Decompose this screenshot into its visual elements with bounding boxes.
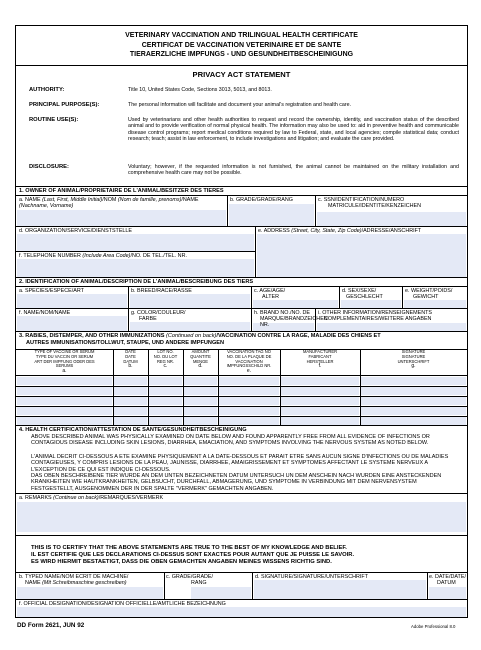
health-cert-english: ABOVE DESCRIBED ANIMAL WAS PHYSICALLY EXAMINED ON DATE BELOW AND FOUND APPARENTLY FREE FROM ALL EVIDENCE OF INFECTIONS OR CONTAGIOUS DISEASE INCLUDING SKIN LESIONS, DIARRHEA, EMACIATION, AND SYMPTOMS INVOLVING THE NERVOUS SYSTEM AS NOTED BELOW.	[31, 434, 430, 447]
immunization-cell[interactable]	[219, 417, 279, 425]
signer-grade-label: c. GRADE/GRADE/ RANG	[166, 574, 214, 587]
immunization-cell[interactable]	[114, 407, 147, 415]
col-header-line: SIGNATURE	[401, 353, 426, 359]
col-header-line: SERUMS	[55, 363, 74, 369]
immunization-cell[interactable]	[114, 377, 147, 385]
organization-label: d. ORGANIZATION/SERVICE/DIENSTSTELLE	[19, 228, 133, 234]
immunization-cell[interactable]	[184, 407, 217, 415]
immunization-col-header	[148, 350, 183, 369]
col-header-line: NO. DE LA PLAQUE DE	[226, 353, 272, 359]
typed-name-field[interactable]	[17, 587, 163, 599]
immunization-cell[interactable]	[361, 397, 466, 405]
immunization-cell[interactable]	[219, 407, 279, 415]
immunization-cell[interactable]	[361, 417, 466, 425]
address-label: e. ADDRESS (Street, City, State, Zip Code)/ADRESSE/ANSCHRIFT	[258, 228, 422, 234]
immunization-cell[interactable]	[149, 417, 182, 425]
owner-grade-label: b. GRADE/GRADE/RANG	[230, 197, 293, 203]
immunization-cell[interactable]	[219, 377, 279, 385]
animal-name-field[interactable]	[17, 316, 127, 331]
telephone-label: f. TELEPHONE NUMBER (Include Area Code)/NO. DE TEL./TEL. NR.	[19, 253, 187, 259]
col-header-line: IMPFUNGSSCHILD NR.	[226, 363, 272, 369]
col-header-line: DATE	[125, 349, 136, 354]
immunization-cell[interactable]	[17, 397, 112, 405]
immunization-cell[interactable]	[184, 387, 217, 395]
routine-use-text: Used by veterinarians and other health authorities to request and record the ownership, identity, and vaccination status of the described animal and to provide verification of normal physical health. The information may also be used to: aid in preventive health and communicable disease control programs; report medical conditions required by law to Federal, state, and local agencies; compile statistical data; conduct research; teach; assist in law enforcement, to include investigations and litigation; and evaluate the care provided.	[128, 117, 459, 142]
col-header-line: SIGNATURE	[401, 349, 426, 354]
immunization-col-header	[360, 350, 467, 369]
col-header-line: REG NR.	[156, 358, 175, 364]
col-header-line: VACCINATION	[235, 358, 263, 364]
species-label: a. SPECIES/ESPECE/ART	[19, 288, 84, 294]
immunization-cell[interactable]	[149, 407, 182, 415]
signer-grade-field[interactable]	[191, 587, 251, 599]
remarks-label: a. REMARKS (Continue on back)/REMARQUES/VERMERK	[19, 495, 164, 501]
owner-grade-field[interactable]	[229, 204, 314, 226]
immunization-col-header	[280, 350, 360, 369]
col-header-letter: f.	[318, 363, 322, 370]
typed-name-label: b. TYPED NAME/NOM ECRIT DE MACHINE/ NAME (Mit Schreibmaschine geschreiben)	[19, 574, 129, 587]
form-border	[15, 25, 468, 618]
section2-heading: 2. IDENTIFICATION OF ANIMAL/DESCRIPTION DE L'ANIMAL/BESCREIBUNG DES TIERS	[19, 279, 254, 285]
col-header-line: QUANTITE	[190, 353, 211, 359]
sex-field[interactable]	[341, 300, 401, 308]
col-header-line: DATUM	[123, 358, 138, 364]
remarks-field[interactable]	[17, 502, 466, 532]
disclosure-label: DISCLOSURE:	[29, 164, 69, 170]
col-header-line: ART DER IMPFUNG ODER DES	[34, 358, 95, 364]
col-header-line: MENGE	[192, 358, 208, 364]
immunization-col-header	[16, 350, 113, 374]
col-header-line: AMOUNT	[191, 349, 210, 354]
other-info-label: i. OTHER INFORMATION/RENSEIGNEMENTS COMPLEMENTAIRES/WEITERE ANGABEN	[318, 310, 433, 323]
col-header-line: VACCINATION TAG NO	[227, 349, 271, 354]
immunization-cell[interactable]	[149, 377, 182, 385]
col-header-line: LOT NO.	[157, 349, 174, 354]
organization-field[interactable]	[17, 234, 254, 251]
form-number: DD Form 2621, JUN 92	[17, 622, 85, 629]
breed-label: b. BREED/RACE/RASSE	[131, 288, 192, 294]
immunization-cell[interactable]	[114, 387, 147, 395]
immunization-cell[interactable]	[281, 407, 359, 415]
immunization-cell[interactable]	[149, 397, 182, 405]
immunization-col-header	[113, 350, 148, 369]
weight-field[interactable]	[404, 300, 466, 308]
immunization-cell[interactable]	[361, 377, 466, 385]
col-header-letter: c.	[163, 363, 168, 370]
col-header-line: DATE	[125, 353, 136, 359]
cert-date-field[interactable]	[429, 587, 466, 599]
animal-name-label: f. NAME/NOM/NAME	[19, 310, 71, 316]
sex-label: d. SEX/SEXE/ GESCHLECHT	[342, 288, 383, 301]
immunization-cell[interactable]	[17, 407, 112, 415]
owner-ssn-field[interactable]	[317, 212, 466, 226]
col-header-letter: b.	[128, 363, 133, 370]
col-header-letter: a.	[62, 368, 67, 375]
immunization-cell[interactable]	[184, 377, 217, 385]
purpose-label: PRINCIPAL PURPOSE(S):	[29, 102, 100, 108]
col-header-letter: d.	[198, 363, 203, 370]
age-label: c. AGE/AGE/ ALTER	[254, 288, 286, 301]
disclosure-text: Voluntary; however, if the requested information is not furnished, the animal cannot be maintained on the military installation and comprehensive health care may not be possible.	[128, 164, 459, 177]
official-designation-label: f. OFFICIAL DESIGNATION/DESIGNATION OFFICIELLE/AMTLICHE BEZEICHNUNG	[19, 601, 226, 607]
col-header-line: TYPE DU VACCIN OR SERUM	[35, 353, 94, 359]
privacy-heading: PRIVACY ACT STATEMENT	[192, 70, 291, 79]
breed-field[interactable]	[130, 294, 250, 308]
address-field[interactable]	[257, 234, 466, 277]
section4-heading: 4. HEALTH CERTIFICATION/ATTESTATION DE SANTE/GESUNDHEITBESCHEINIGUNG	[19, 427, 247, 433]
official-designation-field[interactable]	[17, 607, 466, 617]
col-header-line: FABRICANT	[308, 353, 332, 359]
immunization-cell[interactable]	[114, 417, 147, 425]
col-header-line: MANUFACTURER	[302, 349, 338, 354]
immunization-col-header	[183, 350, 218, 369]
col-header-line: HERSTELLER	[306, 358, 334, 364]
authority-label: AUTHORITY:	[29, 87, 65, 93]
immunization-cell[interactable]	[361, 407, 466, 415]
col-header-letter: e.	[246, 368, 252, 375]
immunization-cell[interactable]	[17, 387, 112, 395]
immunization-cell[interactable]	[281, 377, 359, 385]
immunization-cell[interactable]	[361, 387, 466, 395]
section3-heading: 3. RABIES, DISTEMPER, AND OTHER IMMUNIZATIONS (Continued on back)/VACCINATION CONTRE LA RAGE, MALADIE DES CHIENS ET AUTRES IMMUNISATIONS/TOLLWUT, STAUPE, UND ANDERE IMPFUNGEN	[19, 333, 381, 346]
form-title: VETERINARY VACCINATION AND TRILINGUAL HEALTH CERTIFICATE CERTIFICAT DE VACCINATION VETERINAIRE ET DE SANTE TIERAERZLICHE IMPFUNGS - UND GESUNDHEITBESCHEINIGUNG	[125, 32, 358, 58]
col-header-line: NO. DU LOT	[153, 353, 178, 359]
immunization-cell[interactable]	[149, 387, 182, 395]
owner-ssn-label: c. SSN/IDENTIFICATION/NUMERO MATRICULE/IDENTITE/KENZEICHEN	[318, 197, 422, 210]
health-cert-french: L'ANIMAL DECRIT CI-DESSOUS A ETE EXAMINE PHYSIQUEMENT A LA DATE-DESSOUS ET PARAIT ETRE SANS AUCUN SIGNE D'INFECTIONS OU DE MALADIES CONTAGIEUSES, Y COMPRIS LESIONS DE LA PEAU, JAUNISSE, DIARRHEE, AMAIGRISSEMENT ET SYMPTOMES AFFECTANT LE SYSTEME NERVEUX A L'EXCEPTION DE CE QUI EST INDIQUE CI-DESSOUS.	[31, 454, 449, 473]
col-header-line: TYPE OF VACCINE OR SERUM	[34, 349, 95, 354]
col-header-line: UNTERSCHRIFT	[397, 358, 430, 364]
immunization-cell[interactable]	[281, 397, 359, 405]
immunization-cell[interactable]	[184, 397, 217, 405]
immunization-cell[interactable]	[114, 397, 147, 405]
signature-field[interactable]	[254, 580, 426, 599]
immunization-cell[interactable]	[281, 417, 359, 425]
immunization-cell[interactable]	[219, 397, 279, 405]
section1-heading: 1. OWNER OF ANIMAL/PROPRIETAIRE DE L'ANIMAL/BESITZER DES TIERES	[19, 188, 224, 194]
authority-text: Title 10, United States Code, Sections 3013, 5013, and 8013.	[128, 87, 272, 93]
color-field[interactable]	[130, 322, 250, 331]
weight-label: e. WEIGHT/POIDS/ GEWICHT	[405, 288, 453, 301]
immunization-cell[interactable]	[184, 417, 217, 425]
owner-name-field[interactable]	[17, 210, 226, 226]
immunization-cell[interactable]	[17, 417, 112, 425]
telephone-field[interactable]	[17, 259, 254, 277]
certification-statement: THIS IS TO CERTIFY THAT THE ABOVE STATEMENTS ARE TRUE TO THE BEST OF MY KNOWLEDGE AND BELIEF. IL EST CERTIFIE QUE LES DECLARATIONS CI-DESSUS SONT EXACTES POUR AUTANT QUE JE PUISSE LE SAVOIR. ES WIRD HIERMIT BESTAETIGT, DASS DIE OBEN GEMACHTEN ANGABEN MEINES WISSENS RICHTIG SIND.	[31, 545, 355, 566]
color-label: g. COLOR/COULEUR/ FARBE	[131, 310, 186, 323]
owner-name-label: a. NAME (Last, First, Middle Initial)/NOM (Nom de famille, prenoms)/NAME (Nachname, Vorname)	[19, 197, 199, 210]
signature-label: d. SIGNATURE/SIGNATURE/UNTERSCHRIFT	[255, 574, 369, 580]
species-field[interactable]	[17, 294, 127, 308]
brand-label: h. BRAND NO./NO. DE MARQUE/BRANDZEICHEN NR.	[254, 310, 328, 329]
age-field[interactable]	[253, 300, 338, 308]
immunization-col-header	[218, 350, 280, 374]
immunization-cell[interactable]	[281, 387, 359, 395]
cert-date-label: e. DATE/DATE/ DATUM	[429, 574, 466, 587]
routine-use-label: ROUTINE USE(S):	[29, 117, 79, 123]
software-note: Adobe Professional 8.0	[411, 624, 456, 629]
purpose-text: The personal information will facilitate and document your animal's registration and health care.	[128, 102, 352, 108]
immunization-cell[interactable]	[219, 387, 279, 395]
col-header-letter: g.	[411, 363, 416, 370]
health-cert-german: DAS OBEN BESCHREIBENE TIER WURDE AN DEM UNTEN BEZEICHNETEN DATUM UNTERSUCH UN DEM ANSCHEIN NACH WURDEN EINE ANSTECKENDEN KRANKHEITEN WIE HAUTKRANKHEITEN, GELBSUCHT, DURCHFALL, ABMAGERUNG, UND SYMPTOME IN VERBINDUNG MIT DEM NERVENSYSTEM FESTGESTELLT, AUSGENOMMEN DER IN DER SPALTE "VERMERK" GEMACHTEN ANGABEN.	[31, 473, 442, 492]
other-info-field[interactable]	[317, 323, 466, 331]
immunization-cell[interactable]	[17, 377, 112, 385]
